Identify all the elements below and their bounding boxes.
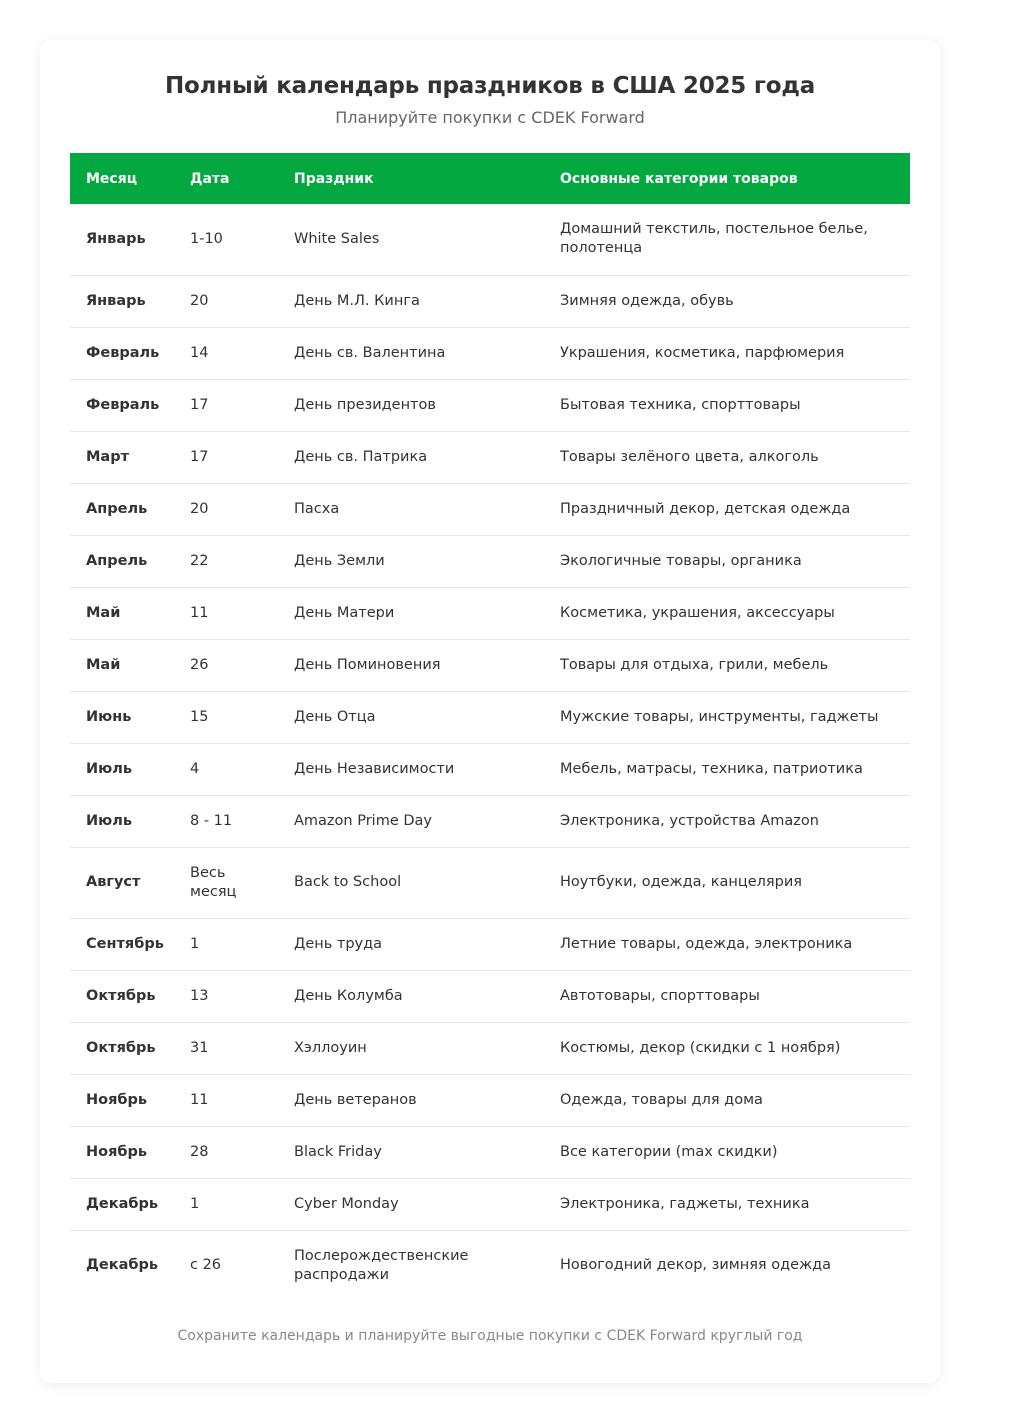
cell-date: 11 (174, 587, 278, 639)
table-row (70, 327, 910, 379)
cell-holiday: День Поминовения (278, 639, 544, 691)
cell-month: Май (70, 587, 174, 639)
cell-categories: Косметика, украшения, аксессуары (544, 587, 910, 639)
cell-date: Весь месяц (174, 847, 278, 918)
cell-holiday: Хэллоуин (278, 1022, 544, 1074)
table-row (70, 918, 910, 970)
cell-month: Ноябрь (70, 1074, 174, 1126)
cell-month: Май (70, 639, 174, 691)
table-row (70, 587, 910, 639)
table-row (70, 1074, 910, 1126)
cell-holiday: White Sales (278, 204, 544, 275)
cell-categories: Автотовары, спорттовары (544, 970, 910, 1022)
cell-holiday: День ветеранов (278, 1074, 544, 1126)
cell-holiday: День Колумба (278, 970, 544, 1022)
cell-date: 31 (174, 1022, 278, 1074)
table-body (70, 204, 910, 1301)
cell-categories: Одежда, товары для дома (544, 1074, 910, 1126)
cell-categories: Летние товары, одежда, электроника (544, 918, 910, 970)
cell-holiday: День св. Патрика (278, 431, 544, 483)
table-row (70, 275, 910, 327)
cell-categories: Электроника, гаджеты, техника (544, 1178, 910, 1230)
cell-month: Июль (70, 795, 174, 847)
cell-date: 1 (174, 918, 278, 970)
cell-date: 20 (174, 483, 278, 535)
cell-holiday: Пасха (278, 483, 544, 535)
holiday-table (70, 153, 910, 1301)
cell-month: Октябрь (70, 970, 174, 1022)
column-header-categories: Основные категории товаров (560, 170, 798, 187)
page-title: Полный календарь праздников в США 2025 года (164, 73, 816, 99)
table-row (70, 379, 910, 431)
cell-month: Декабрь (70, 1178, 174, 1230)
table-row (70, 1126, 910, 1178)
cell-date: 8 - 11 (174, 795, 278, 847)
cell-date: 11 (174, 1074, 278, 1126)
cell-categories: Товары для отдыха, грили, мебель (544, 639, 910, 691)
cell-categories: Новогодний декор, зимняя одежда (560, 1257, 832, 1274)
table-row (70, 795, 910, 847)
cell-date: 17 (174, 431, 278, 483)
cell-date: 28 (174, 1126, 278, 1178)
cell-date: 20 (174, 275, 278, 327)
cell-month: Август (70, 847, 174, 918)
cell-holiday: Cyber Monday (278, 1178, 544, 1230)
table-row (70, 743, 910, 795)
table-header-row (70, 153, 910, 204)
cell-holiday: День труда (278, 918, 544, 970)
cell-month: Январь (70, 275, 174, 327)
table-row (70, 970, 910, 1022)
cell-date: 26 (174, 639, 278, 691)
table-row (70, 483, 910, 535)
cell-month: Ноябрь (70, 1126, 174, 1178)
table-row (70, 204, 910, 275)
cell-month: Декабрь (86, 1257, 159, 1274)
cell-month: Январь (70, 204, 174, 275)
table-row (70, 847, 910, 918)
cell-month: Октябрь (70, 1022, 174, 1074)
cell-month: Апрель (70, 483, 174, 535)
cell-month: Февраль (70, 327, 174, 379)
cell-date: с 26 (190, 1257, 222, 1274)
cell-categories: Электроника, устройства Amazon (544, 795, 910, 847)
cell-holiday: День Независимости (278, 743, 544, 795)
cell-month: Июль (70, 743, 174, 795)
cell-categories: Ноутбуки, одежда, канцелярия (544, 847, 910, 918)
cell-date: 1 (174, 1178, 278, 1230)
cell-month: Апрель (70, 535, 174, 587)
cell-holiday: Back to School (278, 847, 544, 918)
cell-month: Июнь (70, 691, 174, 743)
cell-holiday: Послерождественские распродажи (294, 1247, 469, 1283)
cell-date: 15 (174, 691, 278, 743)
column-header-month: Месяц (86, 170, 138, 187)
cell-categories: Костюмы, декор (скидки с 1 ноября) (544, 1022, 910, 1074)
cell-categories: Товары зелёного цвета, алкоголь (544, 431, 910, 483)
cell-categories: Зимняя одежда, обувь (544, 275, 910, 327)
cell-categories: Праздничный декор, детская одежда (544, 483, 910, 535)
cell-month: Март (70, 431, 174, 483)
holiday-calendar-card (40, 40, 940, 1383)
table-header (70, 153, 910, 204)
table-row (70, 535, 910, 587)
cell-categories: Мужские товары, инструменты, гаджеты (544, 691, 910, 743)
cell-categories: Мебель, матрасы, техника, патриотика (544, 743, 910, 795)
cell-categories: Украшения, косметика, парфюмерия (544, 327, 910, 379)
cell-date: 1-10 (174, 204, 278, 275)
cell-date: 13 (174, 970, 278, 1022)
cell-date: 14 (174, 327, 278, 379)
cell-holiday: День св. Валентина (278, 327, 544, 379)
cell-holiday: День Матери (278, 587, 544, 639)
table-row (70, 1230, 910, 1301)
cell-holiday: Amazon Prime Day (278, 795, 544, 847)
cell-date: 22 (174, 535, 278, 587)
cell-categories: Экологичные товары, органика (544, 535, 910, 587)
cell-holiday: День М.Л. Кинга (278, 275, 544, 327)
cell-date: 17 (174, 379, 278, 431)
table-row (70, 1022, 910, 1074)
table-row (70, 639, 910, 691)
table-row (70, 431, 910, 483)
cell-categories: Бытовая техника, спорттовары (544, 379, 910, 431)
cell-holiday: Black Friday (278, 1126, 544, 1178)
table-row (70, 1178, 910, 1230)
page-subtitle: Планируйте покупки с CDEK Forward (335, 108, 645, 127)
cell-date: 4 (174, 743, 278, 795)
column-header-holiday: Праздник (294, 170, 374, 187)
cell-categories: Все категории (max скидки) (544, 1126, 910, 1178)
cell-month: Сентябрь (70, 918, 174, 970)
cell-holiday: День президентов (278, 379, 544, 431)
footer-note: Сохраните календарь и планируйте выгодные покупки с CDEK Forward круглый год (177, 1328, 803, 1344)
column-header-date: Дата (190, 170, 230, 187)
table-row (70, 691, 910, 743)
cell-month: Февраль (70, 379, 174, 431)
cell-categories: Домашний текстиль, постельное белье, полотенца (544, 204, 910, 275)
cell-holiday: День Земли (278, 535, 544, 587)
cell-holiday: День Отца (278, 691, 544, 743)
